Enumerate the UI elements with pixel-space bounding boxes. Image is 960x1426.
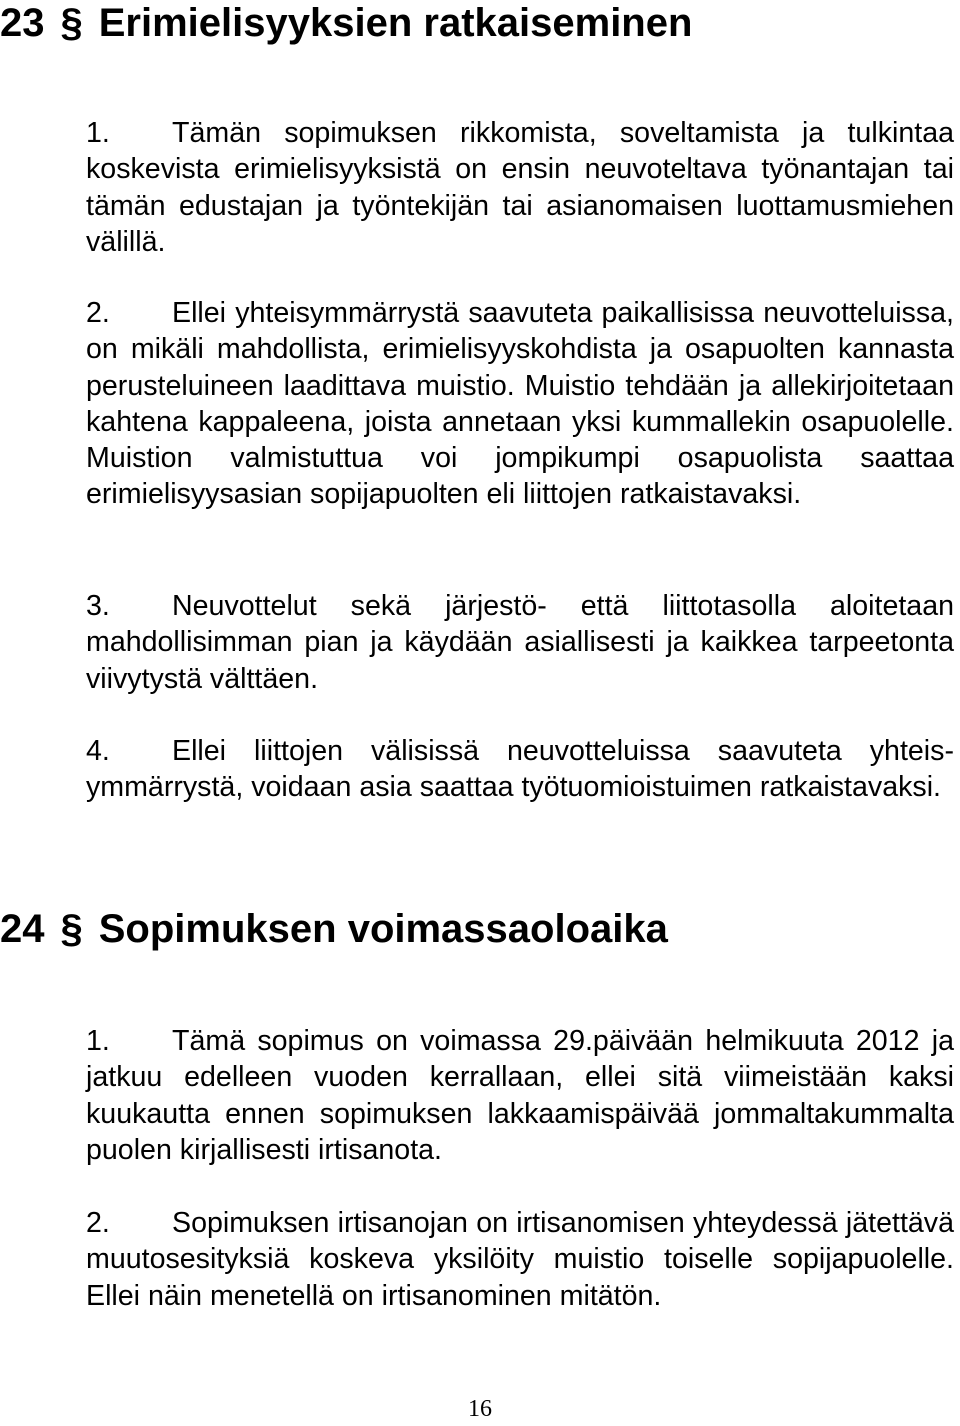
paragraph-23-1 [86,115,954,260]
section-heading-24 [0,906,668,952]
paragraph-24-1 [86,1023,954,1168]
paragraph-text: Neuvottelut sekä järjestö- että liittotasolla aloitetaan mahdollisimman pian ja käydään asiallisesti ja kaikkea tarpeetonta viivytystä välttäen. [86,590,954,695]
paragraph-23-3 [86,588,954,697]
paragraph-23-4 [86,733,954,806]
section-title: Erimielisyyksien ratkaiseminen [98,1,693,45]
section-number: 23 [0,1,45,45]
section-number: 24 [0,907,45,951]
paragraph-text: Ellei yhteisymmärrystä saavuteta paikallisissa neuvotteluissa, on mikäli mahdollista, erimielisyyskohdista ja osapuolten kannasta perusteluineen laadittava muistio. Muistio tehdään ja allekirjoitetaan kahtena kappaleena, joista annetaan yksi kummallekin osapuolelle. Muistion valmistuttua voi jompikumpi osapuolista saattaa erimielisyysasian sopijapuolten eli liittojen ratkaistavaksi. [86,297,954,511]
paragraph-text: Ellei liittojen välisissä neuvotteluissa saavuteta yhteisymmärrystä, voidaan asia saattaa työtuomioistuimen ratkaistavaksi. [86,735,954,804]
paragraph-number: 2. [86,297,110,329]
paragraph-23-2 [86,295,954,513]
paragraph-number: 1. [86,117,110,149]
section-title: Sopimuksen voimassaoloaika [98,907,668,951]
page-number: 16 [468,1396,492,1422]
paragraph-text: Sopimuksen irtisanojan on irtisanomisen yhteydessä jätettävä muutosesityksiä koskeva yksilöity muistio toiselle sopijapuolelle. Ellei näin menetellä on irtisanominen mitätön. [86,1207,954,1312]
paragraph-24-2 [86,1205,954,1314]
section-heading-23 [0,0,692,46]
paragraph-number: 2. [86,1207,110,1239]
paragraph-number: 4. [86,735,110,767]
paragraph-text: Tämän sopimuksen rikkomista, soveltamista ja tulkintaa koskevista erimielisyyksistä on ensin neuvoteltava työnantajan tai tämän edustajan ja työntekijän tai asianomaisen luottamusmiehen välillä. [86,117,954,258]
section-symbol: § [60,1,83,45]
paragraph-number: 3. [86,590,110,622]
paragraph-text: Tämä sopimus on voimassa 29.päivään helmikuuta 2012 ja jatkuu edelleen vuoden kerrallaan, ellei sitä viimeistään kaksi kuukautta ennen sopimuksen lakkaamispäivää jommaltakummalta puolen kirjallisesti irtisanota. [86,1025,954,1166]
section-symbol: § [60,907,83,951]
paragraph-number: 1. [86,1025,110,1057]
